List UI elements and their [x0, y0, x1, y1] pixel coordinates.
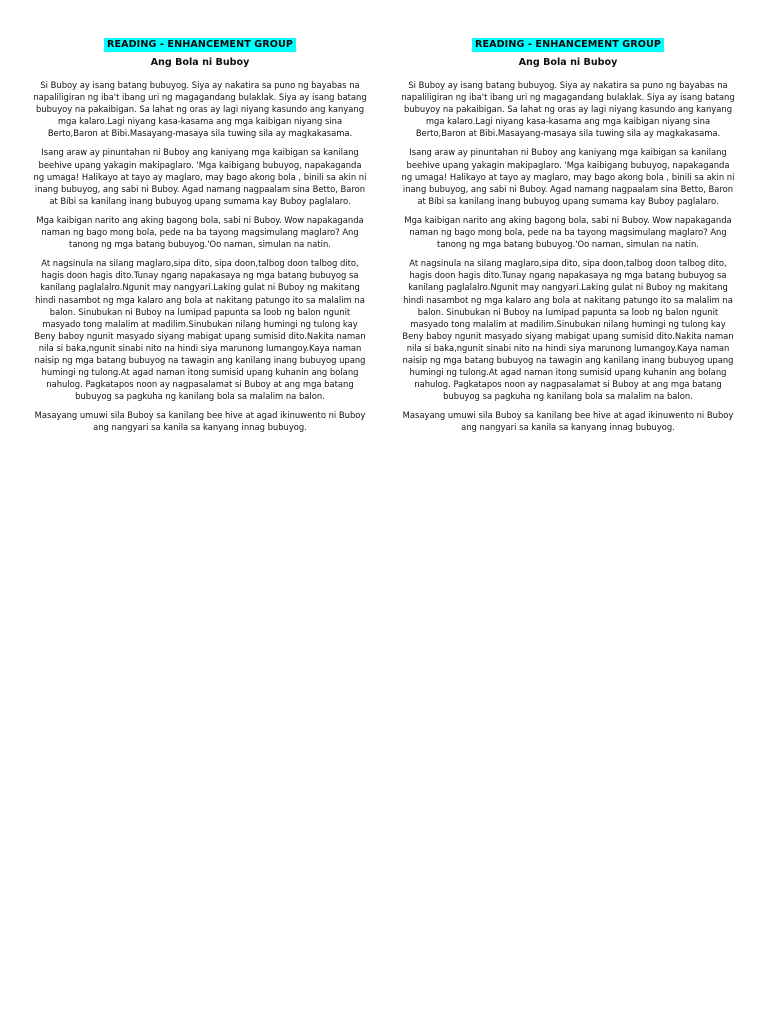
story-paragraph-3: Mga kaibigan narito ang aking bagong bola, sabi ni Buboy. Wow napakaganda naman ng bago mong bola, pede na ba tayong magsimulang maglaro? Ang tanong ng mga batang bubuyog.'Oo naman, simulan na natin.	[36, 214, 364, 250]
story-paragraph-4: At nagsinula na silang maglaro,sipa dito, sipa doon,talbog doon talbog dito, hagis doon hagis dito.Tunay ngang napakasaya ng mga batang bubuyog sa kanilang paglalalro.Ngunit may nangyari.Laking gulat ni Buboy ng makitang hindi nasambot ng mga kalaro ang bola at nakitang patungo ito sa malalim na balon. Sinubukan ni Buboy na lumipad papunta sa loob ng balon ngunit masyado tong malalim at madilim.Sinubukan nilang humingi ng tulong kay Beny baboy ngunit masyado siyang mabigat upang sumisid dito.Nakita naman nila si baka,ngunit sinabi nito na hindi siya marunong lumangoy.Kaya naman naisip ng mga batang bubuyog na tawagin ang kanilang inang bubuyog upang humingi ng tulong.At agad naman itong sumisid upang kuhanin ang bolang nahulog. Pagkatapos noon ay nagpasalamat si Buboy at ang mga batang bubuyog sa pagkuha ng kanilang bola sa malalim na balon.	[34, 258, 366, 402]
story-paragraph-1: Si Buboy ay isang batang bubuyog. Siya ay nakatira sa puno ng bayabas na napaliligiran ng iba't ibang uri ng magagandang bulaklak. Siya ay isang batang bubuyoy na pakaibigan. Sa lahat ng oras ay lagi niyang kasundo ang kanyang mga kalaro.Lagi niyang kasa-kasama ang mga kaibigan niyang sina Berto,Baron at Bibi.Masayang-masaya sila tuwing sila ay magkakasama.	[33, 80, 367, 139]
story-paragraph-5: Masayang umuwi sila Buboy sa kanilang bee hive at agad ikinuwento ni Buboy ang nangyari sa kanila sa kanyang innag bubuyog.	[34, 410, 366, 433]
story-paragraph-1: Si Buboy ay isang batang bubuyog. Siya ay nakatira sa puno ng bayabas na napaliligiran ng iba't ibang uri ng magagandang bulaklak. Siya ay isang batang bubuyoy na pakaibigan. Sa lahat ng oras ay lagi niyang kasundo ang kanyang mga kalaro.Lagi niyang kasa-kasama ang mga kaibigan niyang sina Berto,Baron at Bibi.Masayang-masaya sila tuwing sila ay magkakasama.	[401, 80, 735, 139]
group-header-highlight: READING - ENHANCEMENT GROUP	[472, 38, 664, 52]
story-title: Ang Bola ni Buboy	[518, 57, 618, 68]
story-paragraph-2: Isang araw ay pinuntahan ni Buboy ang kaniyang mga kaibigan sa kanilang beehive upang yakagin makipaglaro. 'Mga kaibigang bubuyog, napakaganda ng umaga! Halikayo at tayo ay maglaro, may bago akong bola , binili sa akin ni inang bubuyog, ang sabi ni Buboy. Agad namang nagpaalam sina Betto, Baron at Bibi sa kanilang inang bubuyog upang sumama kay Buboy paglalaro.	[401, 147, 735, 206]
story-column-right	[400, 32, 736, 441]
header-row	[32, 32, 368, 50]
story-paragraph-4: At nagsinula na silang maglaro,sipa dito, sipa doon,talbog doon talbog dito, hagis doon hagis dito.Tunay ngang napakasaya ng mga batang bubuyog sa kanilang paglalalro.Ngunit may nangyari.Laking gulat ni Buboy ng makitang hindi nasambot ng mga kalaro ang bola at nakitang patungo ito sa malalim na balon. Sinubukan ni Buboy na lumipad papunta sa loob ng balon ngunit masyado tong malalim at madilim.Sinubukan nilang humingi ng tulong kay Beny baboy ngunit masyado siyang mabigat upang sumisid dito.Nakita naman nila si baka,ngunit sinabi nito na hindi siya marunong lumangoy.Kaya naman naisip ng mga batang bubuyog na tawagin ang kanilang inang bubuyog upang humingi ng tulong.At agad naman itong sumisid upang kuhanin ang bolang nahulog. Pagkatapos noon ay nagpasalamat si Buboy at ang mga batang bubuyog sa pagkuha ng kanilang bola sa malalim na balon.	[402, 258, 734, 402]
story-title: Ang Bola ni Buboy	[150, 57, 250, 68]
group-header-highlight: READING - ENHANCEMENT GROUP	[104, 38, 296, 52]
story-paragraph-3: Mga kaibigan narito ang aking bagong bola, sabi ni Buboy. Wow napakaganda naman ng bago mong bola, pede na ba tayong magsimulang maglaro? Ang tanong ng mga batang bubuyog.'Oo naman, simulan na natin.	[404, 214, 732, 250]
story-paragraph-2: Isang araw ay pinuntahan ni Buboy ang kaniyang mga kaibigan sa kanilang beehive upang yakagin makipaglaro. 'Mga kaibigang bubuyog, napakaganda ng umaga! Halikayo at tayo ay maglaro, may bago akong bola , binili sa akin ni inang bubuyog, ang sabi ni Buboy. Agad namang nagpaalam sina Betto, Baron at Bibi sa kanilang inang bubuyog upang sumama kay Buboy paglalaro.	[33, 147, 367, 206]
story-column-left	[32, 32, 368, 441]
header-row	[400, 32, 736, 50]
story-paragraph-5: Masayang umuwi sila Buboy sa kanilang bee hive at agad ikinuwento ni Buboy ang nangyari sa kanila sa kanyang innag bubuyog.	[402, 410, 734, 433]
